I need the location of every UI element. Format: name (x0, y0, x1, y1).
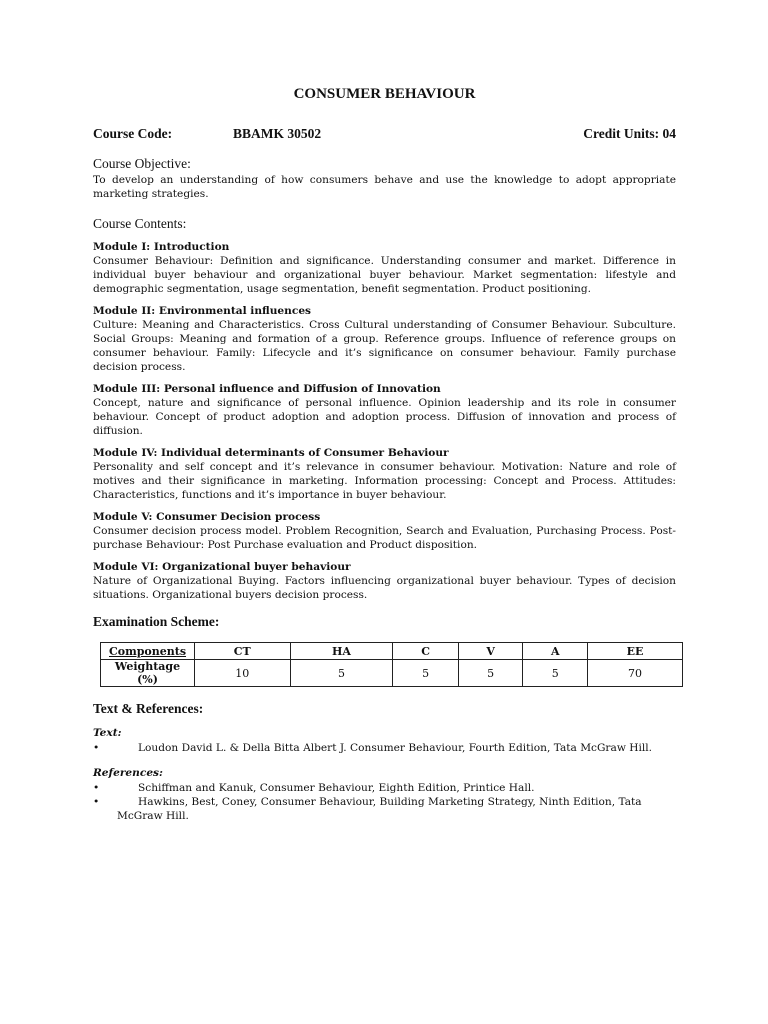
list-item-text: Hawkins, Best, Coney, Consumer Behaviour, Building Marketing Strategy, Ninth Edition, Tata (138, 796, 642, 808)
references-heading: Text & References: (93, 701, 204, 716)
module-4 (93, 446, 676, 502)
module-text: Personality and self concept and it’s relevance in consumer behaviour. Motivation: Nature and role of motives and their significance in marketing. Information processing: Concept and Process. Attitudes: Characteristics, functions and it’s importance in buyer behaviour. (93, 461, 676, 501)
table-cell: 5 (523, 660, 588, 687)
table-row-label: Weightage (%) (101, 660, 195, 687)
list-item (93, 781, 676, 795)
table-row (101, 660, 683, 687)
document-title: CONSUMER BEHAVIOUR (293, 86, 476, 102)
list-item-text: Loudon David L. & Della Bitta Albert J. Consumer Behaviour, Fourth Edition, Tata McGraw Hill. (138, 742, 653, 754)
table-header-cell: CT (195, 643, 291, 660)
module-text: Consumer Behaviour: Definition and significance. Understanding consumer and market. Difference in individual buyer behaviour and organizational buyer behaviour. Market segmentation: lifestyle and demographic segmentation, usage segmentation, benefit segmentation. Product positioning. (93, 255, 676, 295)
table-header-cell: A (523, 643, 588, 660)
module-2 (93, 304, 676, 374)
course-info-row (93, 126, 676, 142)
document-page (93, 86, 676, 823)
bullet-icon: • (93, 782, 100, 794)
references-label: References: (93, 767, 163, 779)
module-list (93, 240, 676, 602)
text-label: Text: (93, 727, 122, 739)
bullet-icon: • (93, 742, 100, 754)
contents-heading: Course Contents: (93, 216, 187, 231)
module-title: Module III: Personal influence and Diffusion of Innovation (93, 383, 441, 395)
table-header-cell: HA (290, 643, 393, 660)
course-code-value: BBAMK 30502 (233, 126, 322, 141)
module-title: Module V: Consumer Decision process (93, 511, 321, 523)
module-title: Module II: Environmental influences (93, 305, 312, 317)
objective-heading: Course Objective: (93, 156, 191, 171)
table-header-cell: C (393, 643, 458, 660)
credit-units: Credit Units: 04 (583, 126, 676, 141)
list-item-text: Schiffman and Kanuk, Consumer Behaviour, Eighth Edition, Printice Hall. (138, 782, 535, 794)
course-code-label: Course Code: (93, 126, 173, 141)
module-5 (93, 510, 676, 552)
bullet-icon: • (93, 796, 100, 808)
module-text: Culture: Meaning and Characteristics. Cross Cultural understanding of Consumer Behaviour. Subculture. Social Groups: Meaning and formation of a group. Reference groups. Influence of reference groups on consumer behaviour. Family: Lifecycle and it’s significance on consumer behaviour. Family purchase decision process. (93, 319, 676, 373)
table-cell: 10 (195, 660, 291, 687)
list-item-continuation: McGraw Hill. (117, 810, 189, 822)
module-3 (93, 382, 676, 438)
module-title: Module IV: Individual determinants of Consumer Behaviour (93, 447, 449, 459)
module-text: Consumer decision process model. Problem Recognition, Search and Evaluation, Purchasing Process. Post-purchase Behaviour: Post Purchase evaluation and Product disposition. (93, 525, 676, 551)
objective-text: To develop an understanding of how consumers behave and use the knowledge to adopt appropriate marketing strategies. (93, 174, 676, 200)
table-header-label: Components (101, 643, 195, 660)
table-header-cell: EE (588, 643, 683, 660)
table-header-row (101, 643, 683, 660)
module-title: Module VI: Organizational buyer behaviour (93, 561, 351, 573)
table-cell: 5 (458, 660, 523, 687)
table-cell: 5 (393, 660, 458, 687)
module-text: Nature of Organizational Buying. Factors influencing organizational buyer behaviour. Types of decision situations. Organizational buyers decision process. (93, 575, 676, 601)
table-cell: 5 (290, 660, 393, 687)
exam-heading: Examination Scheme: (93, 614, 220, 629)
list-item (93, 741, 676, 755)
exam-scheme-table (100, 642, 683, 687)
table-cell: 70 (588, 660, 683, 687)
module-title: Module I: Introduction (93, 241, 230, 253)
module-text: Concept, nature and significance of personal influence. Opinion leadership and its role in consumer behaviour. Concept of product adoption and adoption process. Diffusion of innovation and process of diffusion. (93, 397, 676, 437)
module-1 (93, 240, 676, 296)
list-item (93, 795, 676, 809)
table-header-cell: V (458, 643, 523, 660)
module-6 (93, 560, 676, 602)
